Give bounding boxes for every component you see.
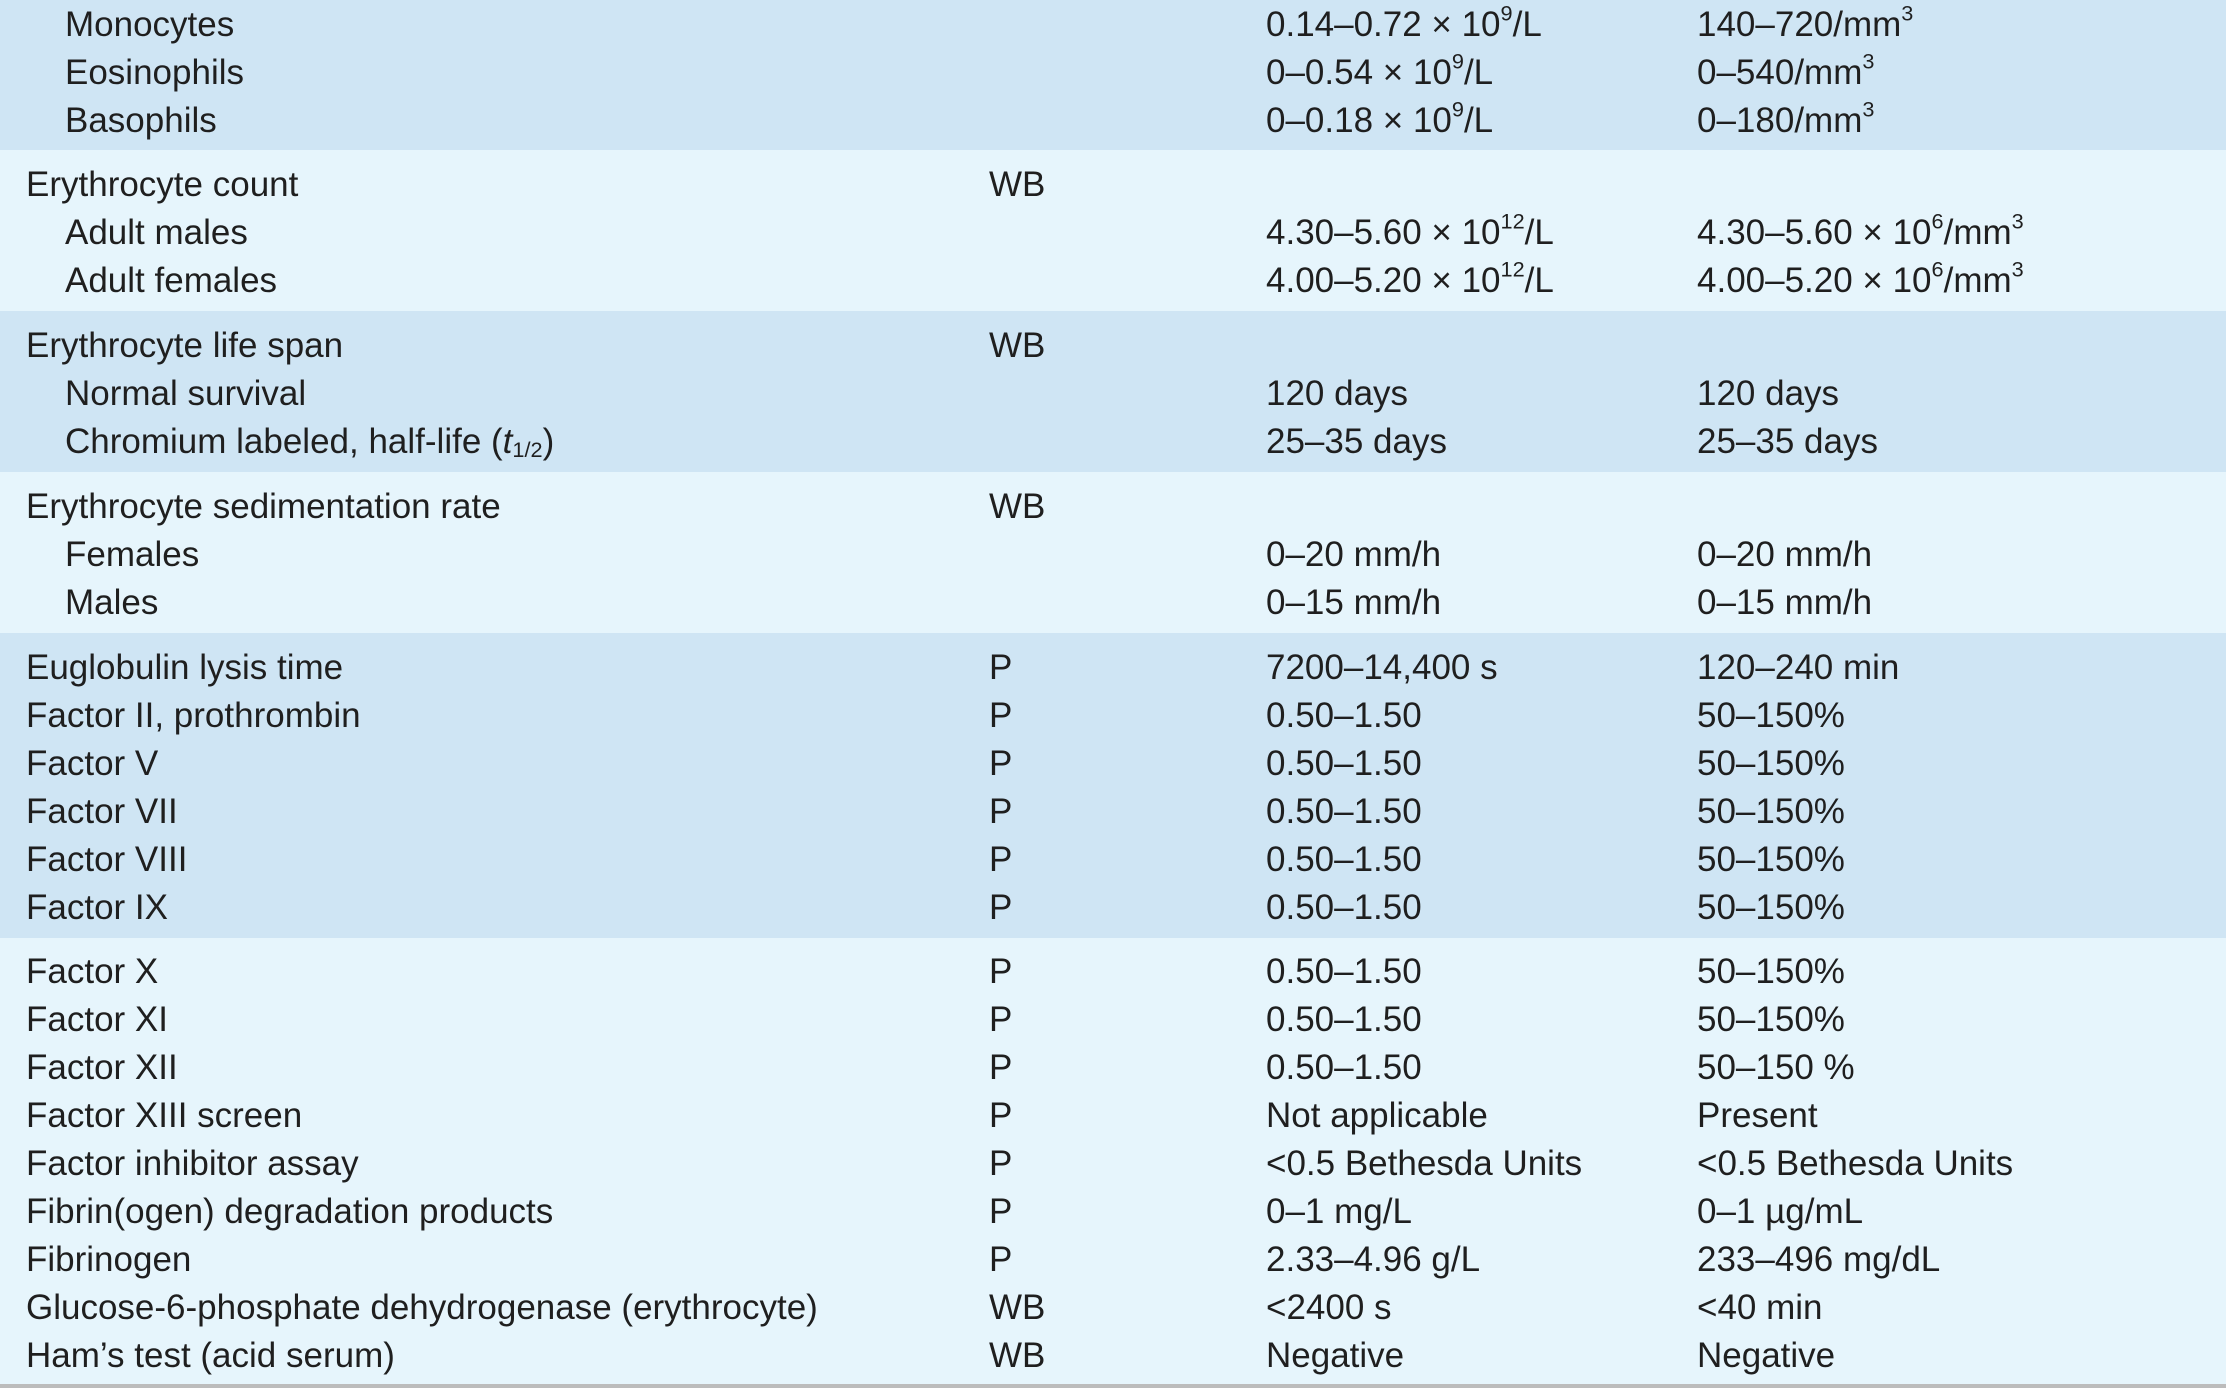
table-row bbox=[0, 418, 2226, 466]
conventional-value: 233–496 mg/dL bbox=[1697, 1240, 1941, 1279]
specimen: P bbox=[989, 888, 1013, 927]
table-row bbox=[0, 1284, 2226, 1332]
si-value: $4.00-5.20 \times 10^{12}/L$ bbox=[1266, 256, 1554, 300]
table-row bbox=[0, 97, 2226, 145]
row-group-erythrocyte-count bbox=[0, 150, 2226, 311]
row-group-erythrocyte-life-span bbox=[0, 311, 2226, 472]
table-row bbox=[0, 483, 2226, 531]
table-row bbox=[0, 884, 2226, 932]
conventional-value: 0–1 µg/mL bbox=[1697, 1192, 1864, 1231]
table-row bbox=[0, 1044, 2226, 1092]
test-name: Factor XIII screen bbox=[26, 1096, 303, 1135]
table-row bbox=[0, 836, 2226, 884]
si-value: Negative bbox=[1266, 1336, 1405, 1375]
table-row bbox=[0, 161, 2226, 209]
table-row bbox=[0, 996, 2226, 1044]
conventional-value: 25–35 days bbox=[1697, 422, 1878, 461]
specimen: P bbox=[989, 1096, 1013, 1135]
si-value: 0.50–1.50 bbox=[1266, 1048, 1422, 1087]
conventional-value: <40 min bbox=[1697, 1288, 1823, 1327]
test-name: Adult males bbox=[65, 213, 248, 252]
conventional-value: 0–15 mm/h bbox=[1697, 583, 1873, 622]
table-row bbox=[0, 257, 2226, 305]
test-name: Erythrocyte sedimentation rate bbox=[26, 487, 501, 526]
specimen: P bbox=[989, 1144, 1013, 1183]
specimen: P bbox=[989, 1000, 1013, 1039]
si-value: 0.50–1.50 bbox=[1266, 952, 1422, 991]
specimen: P bbox=[989, 744, 1013, 783]
si-value: 25–35 days bbox=[1266, 422, 1447, 461]
test-name: Factor inhibitor assay bbox=[26, 1144, 359, 1183]
si-value: 0–20 mm/h bbox=[1266, 535, 1442, 574]
test-name: Monocytes bbox=[65, 5, 235, 44]
table-row bbox=[0, 948, 2226, 996]
conventional-value: 50–150% bbox=[1697, 888, 1845, 927]
row-group-coagulation-factors bbox=[0, 633, 2226, 938]
specimen: P bbox=[989, 1192, 1013, 1231]
specimen: WB bbox=[989, 1288, 1046, 1327]
conventional-value: $0-540/mm^3$ bbox=[1697, 48, 1875, 92]
test-name: Normal survival bbox=[65, 374, 307, 413]
table-row bbox=[0, 1332, 2226, 1380]
conventional-value: 50–150% bbox=[1697, 1000, 1845, 1039]
conventional-value: 120–240 min bbox=[1697, 648, 1900, 687]
table-row bbox=[0, 740, 2226, 788]
table-row bbox=[0, 322, 2226, 370]
si-value: 0.50–1.50 bbox=[1266, 744, 1422, 783]
specimen: WB bbox=[989, 487, 1046, 526]
si-value: <0.5 Bethesda Units bbox=[1266, 1144, 1583, 1183]
specimen: P bbox=[989, 696, 1013, 735]
table-row bbox=[0, 209, 2226, 257]
table-row bbox=[0, 644, 2226, 692]
test-name: Fibrinogen bbox=[26, 1240, 192, 1279]
si-value: <2400 s bbox=[1266, 1288, 1392, 1327]
row-group-erythrocyte-sedimentation-rate bbox=[0, 472, 2226, 633]
conventional-value: 120 days bbox=[1697, 374, 1840, 413]
si-value: $4.30-5.60 \times 10^{12}/L$ bbox=[1266, 208, 1554, 252]
si-value: 2.33–4.96 g/L bbox=[1266, 1240, 1481, 1279]
conventional-value: Present bbox=[1697, 1096, 1818, 1135]
table-row bbox=[0, 1188, 2226, 1236]
test-name: Adult females bbox=[65, 261, 278, 300]
si-value: 0.50–1.50 bbox=[1266, 696, 1422, 735]
table-row bbox=[0, 579, 2226, 627]
conventional-value: 50–150% bbox=[1697, 744, 1845, 783]
test-name: Females bbox=[65, 535, 200, 574]
specimen: P bbox=[989, 952, 1013, 991]
si-value: $0-0.18 \times 10^9/L$ bbox=[1266, 96, 1494, 140]
test-name: Factor IX bbox=[26, 888, 168, 927]
row-group-factors-and-fibrinogen bbox=[0, 938, 2226, 1384]
si-value: 0.50–1.50 bbox=[1266, 840, 1422, 879]
si-value: 0–15 mm/h bbox=[1266, 583, 1442, 622]
si-value: 0.50–1.50 bbox=[1266, 1000, 1422, 1039]
conventional-value: $4.30-5.60 \times 10^6/mm^3$ bbox=[1697, 208, 2024, 252]
test-name: Erythrocyte count bbox=[26, 165, 299, 204]
si-value: Not applicable bbox=[1266, 1096, 1488, 1135]
table-row bbox=[0, 788, 2226, 836]
test-name: Ham’s test (acid serum) bbox=[26, 1336, 395, 1375]
test-name: Fibrin(ogen) degradation products bbox=[26, 1192, 554, 1231]
table-row bbox=[0, 1236, 2226, 1284]
specimen: P bbox=[989, 1240, 1013, 1279]
si-value: 120 days bbox=[1266, 374, 1409, 413]
specimen: P bbox=[989, 1048, 1013, 1087]
test-name: Erythrocyte life span bbox=[26, 326, 344, 365]
specimen: P bbox=[989, 840, 1013, 879]
conventional-value: $4.00-5.20 \times 10^6/mm^3$ bbox=[1697, 256, 2024, 300]
test-name: Factor VIII bbox=[26, 840, 188, 879]
si-value: $0.14-0.72 \times 10^9/L$ bbox=[1266, 0, 1542, 44]
si-value: 0.50–1.50 bbox=[1266, 792, 1422, 831]
specimen: P bbox=[989, 792, 1013, 831]
conventional-value: 0–20 mm/h bbox=[1697, 535, 1873, 574]
specimen: WB bbox=[989, 1336, 1046, 1375]
test-name: Factor X bbox=[26, 952, 159, 991]
table-row bbox=[0, 1092, 2226, 1140]
test-name: Factor VII bbox=[26, 792, 178, 831]
conventional-value: 50–150% bbox=[1697, 792, 1845, 831]
specimen: P bbox=[989, 648, 1013, 687]
conventional-value: $140-720/mm^3$ bbox=[1697, 0, 1914, 44]
test-name: Basophils bbox=[65, 101, 217, 140]
conventional-value: $0-180/mm^3$ bbox=[1697, 96, 1875, 140]
si-value: 7200–14,400 s bbox=[1266, 648, 1498, 687]
table-row bbox=[0, 49, 2226, 97]
conventional-value: <0.5 Bethesda Units bbox=[1697, 1144, 2014, 1183]
conventional-value: Negative bbox=[1697, 1336, 1836, 1375]
test-name: Factor XI bbox=[26, 1000, 168, 1039]
table-row bbox=[0, 692, 2226, 740]
row-group-leukocyte-differential bbox=[0, 0, 2226, 150]
specimen: WB bbox=[989, 165, 1046, 204]
conventional-value: 50–150% bbox=[1697, 840, 1845, 879]
test-name: Eosinophils bbox=[65, 53, 244, 92]
table-bottom-rule bbox=[0, 1384, 2226, 1388]
test-name: Chromium labeled, half-life $(t_{1/2})$ bbox=[65, 422, 555, 462]
conventional-value: 50–150% bbox=[1697, 696, 1845, 735]
test-name: Glucose-6-phosphate dehydrogenase (erythrocyte) bbox=[26, 1288, 818, 1327]
si-value: 0.50–1.50 bbox=[1266, 888, 1422, 927]
si-value: 0–1 mg/L bbox=[1266, 1192, 1412, 1231]
table-row bbox=[0, 370, 2226, 418]
test-name: Euglobulin lysis time bbox=[26, 648, 344, 687]
si-value: $0-0.54 \times 10^9/L$ bbox=[1266, 48, 1494, 92]
test-name: Males bbox=[65, 583, 159, 622]
conventional-value: 50–150% bbox=[1697, 952, 1845, 991]
test-name: Factor XII bbox=[26, 1048, 178, 1087]
table-row bbox=[0, 531, 2226, 579]
table-row bbox=[0, 1, 2226, 49]
test-name: Factor II, prothrombin bbox=[26, 696, 361, 735]
table-row bbox=[0, 1140, 2226, 1188]
test-name: Factor V bbox=[26, 744, 159, 783]
specimen: WB bbox=[989, 326, 1046, 365]
conventional-value: 50–150 % bbox=[1697, 1048, 1855, 1087]
